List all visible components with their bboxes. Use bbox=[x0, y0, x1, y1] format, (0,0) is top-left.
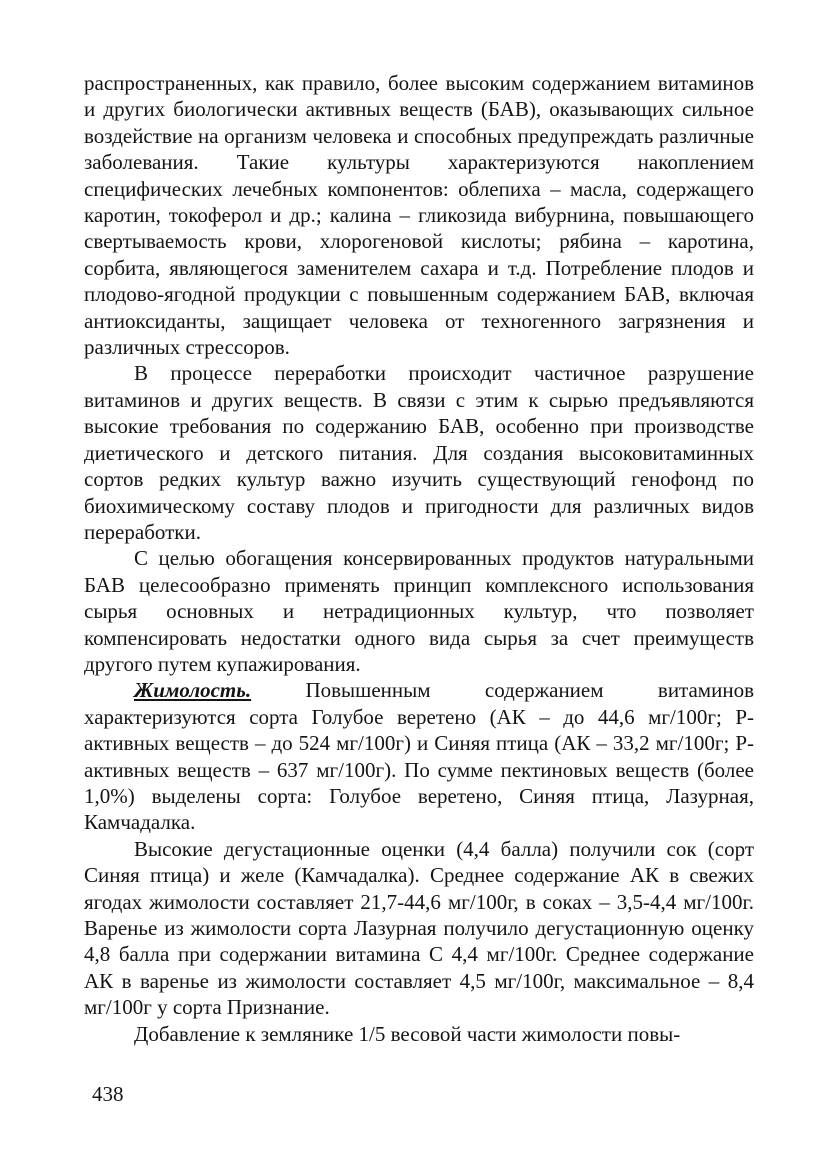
paragraph-strawberry: Добавление к землянике 1/5 весовой части жимолости повы- bbox=[134, 1021, 681, 1046]
page-number: 438 bbox=[92, 1082, 124, 1106]
paragraph-honeysuckle-text: Повышенным содержанием витаминов характеризуются сорта Голубое веретено (АК – до 44,6 мг/100г; Р-активных веществ – до 524 мг/100г) и Синяя птица (АК – 33,2 мг/100г; Р-активных веществ – 637 мг/100г). По сумме пектиновых веществ (более 1,0%) выделены сорта: Голубое веретено, Синяя птица, Лазурная, Камчадалка. bbox=[84, 678, 754, 835]
paragraph-continuation: распространенных, как правило, более высоким содержанием витаминов и других биологически активных веществ (БАВ), оказывающих сильное воздействие на организм человека и способных предупреждать различные заболевания. Такие культуры характеризуются накоплением специфических лечебных компонентов: облепиха – масла, содержащего каротин, токоферол и др.; калина – гликозида вибурнина, повышающего свертываемость крови, хлорогеновой кислоты; рябина – каротина, сорбита, являющегося заменителем сахара и т.д. Потребление плодов и плодово-ягодной продукции с повышенным содержанием БАВ, включая антиоксиданты, защищает человека от техногенного загрязнения и различных стрессоров. bbox=[84, 71, 754, 360]
paragraph-tasting: Высокие дегустационные оценки (4,4 балла) получили сок (сорт Синяя птица) и желе (Камчадалка). Среднее содержание АК в свежих ягодах жимолости составляет 21,7-44,6 мг/100г, в соках – 3,5-4,4 мг/100г. Варенье из жимолости сорта Лазурная получило дегустационную оценку 4,8 балла при содержании витамина С 4,4 мг/100г. Среднее содержание АК в варенье из жимолости составляет 4,5 мг/100г, максимальное – 8,4 мг/100г у сорта Признание. bbox=[84, 836, 754, 1020]
paragraph-processing: В процессе переработки происходит частичное разрушение витаминов и других веществ. В связи с этим к сырью предъявляются высокие требования по содержанию БАВ, особенно при производстве диетического и детского питания. Для создания высоковитаминных сортов редких культур важно изучить существующий генофонд по биохимическому составу плодов и пригодности для различных видов переработки. bbox=[84, 361, 754, 544]
section-term: Жимолость. bbox=[134, 678, 252, 703]
paragraph-enrichment: С целью обогащения консервированных продуктов натуральными БАВ целесообразно применять принцип комплексного использования сырья основных и нетрадиционных культур, что позволяет компенсировать недостатки одного вида сырья за счет преимуществ другого путем купажирования. bbox=[84, 546, 754, 676]
page-body bbox=[84, 70, 754, 1047]
paragraph-honeysuckle bbox=[84, 677, 754, 835]
